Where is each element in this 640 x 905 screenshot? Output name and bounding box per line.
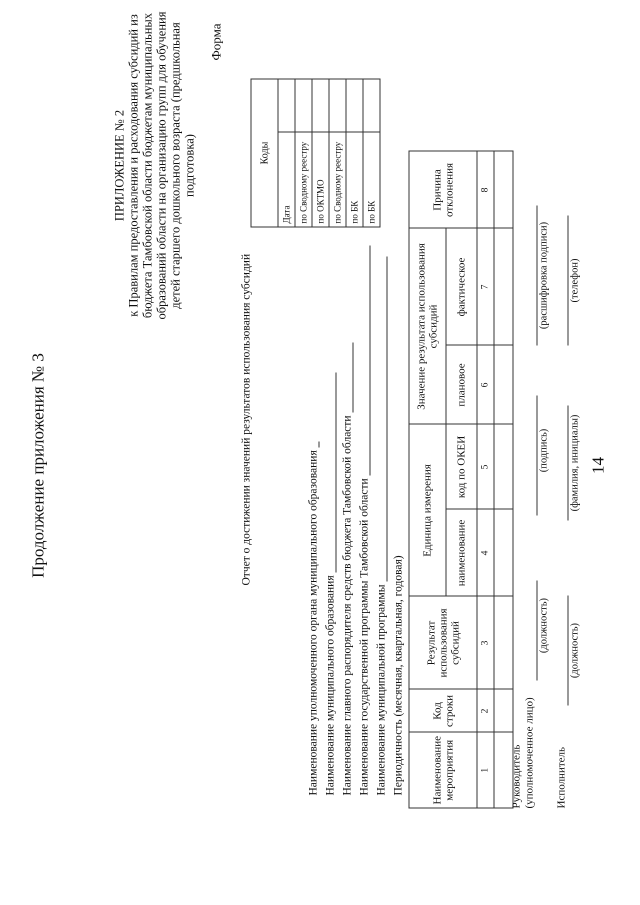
head-label-line: Руководитель — [510, 744, 522, 808]
executor-name-line[interactable] — [567, 405, 568, 520]
caption-position: (должность) — [538, 597, 549, 653]
codes-label: по Сводному реестру — [295, 132, 312, 227]
field-label: Периодичность (месячная, квартальная, годовая) — [392, 554, 404, 795]
caption-signature: (подпись) — [538, 428, 549, 472]
codes-label: по Сводному реестру — [329, 132, 346, 227]
table-cell[interactable] — [494, 151, 513, 228]
field-line[interactable] — [323, 372, 336, 572]
field-line[interactable] — [306, 441, 319, 447]
field-periodicity — [391, 552, 404, 795]
field-line[interactable] — [374, 256, 387, 581]
form-label: Форма — [208, 23, 223, 60]
header-reason: Причина отклонения — [409, 151, 477, 228]
codes-value-cell[interactable] — [346, 79, 363, 132]
field-label: Наименование муниципальной программы — [375, 584, 387, 795]
column-number: 1 — [477, 732, 494, 808]
codes-value-cell[interactable] — [363, 79, 380, 132]
appendix-heading — [112, 0, 196, 330]
codes-label: по ОКТМО — [312, 132, 329, 227]
field-line[interactable] — [340, 342, 353, 412]
column-number: 5 — [477, 424, 494, 509]
field-line[interactable] — [357, 245, 370, 475]
column-number: 8 — [477, 151, 494, 228]
header-unit: Единица измерения — [409, 424, 446, 596]
header-event: Наименование мероприятия — [409, 732, 477, 808]
header-unit-name: наименование — [446, 509, 477, 596]
continuation-title: Продолжение приложения № 3 — [28, 352, 47, 578]
field-label: Наименование муниципального образования — [324, 574, 336, 795]
field-label: Наименование государственной программы Тамбовской области — [358, 477, 370, 795]
header-value-plan: плановое — [446, 345, 477, 424]
column-number: 2 — [477, 689, 494, 732]
head-name-line[interactable] — [536, 205, 537, 345]
column-number: 3 — [477, 596, 494, 689]
column-number: 4 — [477, 509, 494, 596]
table-cell[interactable] — [494, 345, 513, 424]
appendix-line: детей старшего дошкольного возраста (предшкольная — [168, 21, 182, 309]
field-chief-administrator — [340, 342, 353, 795]
caption-full-name: (фамилия, инициалы) — [569, 414, 580, 511]
header-value-fact: фактическое — [446, 228, 477, 345]
codes-value-cell[interactable] — [295, 79, 312, 132]
codes-value-cell[interactable] — [329, 79, 346, 132]
column-number: 7 — [477, 228, 494, 345]
table-cell[interactable] — [494, 228, 513, 345]
executor-phone-line[interactable] — [567, 215, 568, 345]
header-unit-okei: код по ОКЕИ — [446, 424, 477, 509]
field-label: Наименование главного распорядителя средств бюджета Тамбовской области — [341, 414, 353, 795]
executor-label: Исполнитель — [555, 746, 567, 808]
results-table — [408, 150, 513, 808]
codes-header: Коды — [251, 79, 278, 227]
table-cell[interactable] — [494, 509, 513, 596]
field-state-program — [357, 245, 370, 795]
head-signature-label — [510, 697, 536, 808]
column-number: 6 — [477, 345, 494, 424]
appendix-line: ПРИЛОЖЕНИЕ № 2 — [112, 109, 126, 221]
caption-position: (должность) — [569, 622, 580, 678]
header-result: Результат использования субсидий — [409, 596, 477, 689]
head-position-line[interactable] — [536, 580, 537, 680]
codes-value-cell[interactable] — [312, 79, 329, 132]
appendix-line: к Правилам предоставления и расходования субсидий из — [126, 13, 140, 317]
table-cell[interactable] — [494, 596, 513, 689]
page-number: 14 — [588, 456, 607, 474]
appendix-line: бюджета Тамбовской области бюджетам муниципальных — [140, 12, 154, 318]
codes-table — [250, 78, 380, 227]
executor-position-line[interactable] — [567, 595, 568, 705]
field-authorized-body — [306, 441, 319, 795]
head-label-line: (уполномоченное лицо) — [523, 696, 535, 808]
header-value: Значение результата использования субсидий — [409, 228, 446, 424]
codes-label: по БК — [346, 132, 363, 227]
appendix-line: образований области на организацию групп для обучения — [154, 11, 168, 319]
report-title: Отчет о достижении значений результатов использования субсидий — [240, 253, 252, 585]
head-signature-line[interactable] — [536, 395, 537, 515]
codes-label: Дата — [278, 132, 295, 227]
caption-signature-decoding: (расшифровка подписи) — [538, 221, 549, 329]
codes-value-cell[interactable] — [278, 79, 295, 132]
field-label: Наименование уполномоченного органа муниципального образования — [307, 449, 319, 795]
field-municipality — [323, 372, 336, 795]
codes-label: по БК — [363, 132, 380, 227]
field-municipal-program — [374, 256, 387, 795]
appendix-line: подготовка) — [182, 133, 196, 197]
table-cell[interactable] — [494, 424, 513, 509]
header-row-code: Код строки — [409, 689, 477, 732]
caption-phone: (телефон) — [569, 258, 580, 302]
